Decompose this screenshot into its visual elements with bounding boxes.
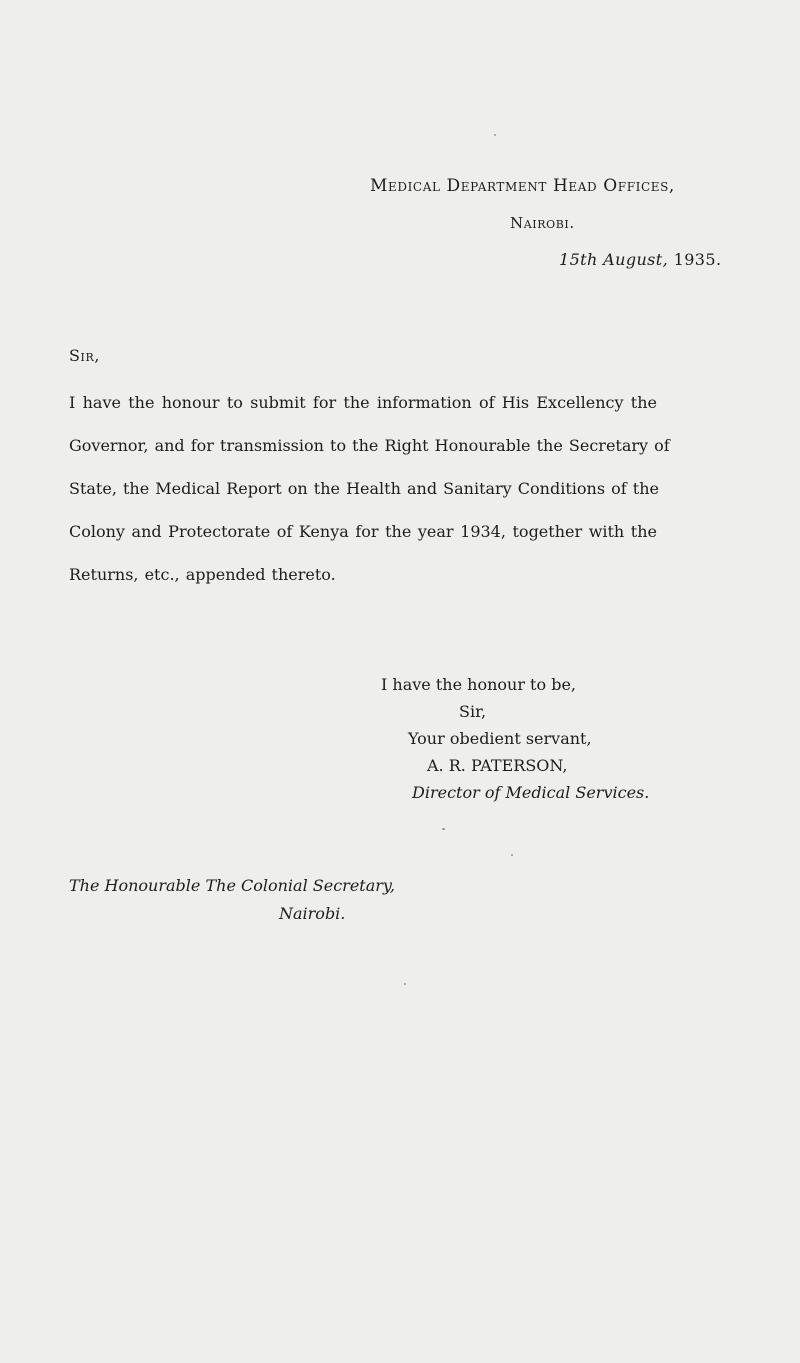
signature-name: A. R. PATERSON, <box>427 756 568 775</box>
paper-speck <box>404 983 406 985</box>
body-line: Returns, etc., appended thereto. <box>69 565 336 584</box>
paper-speck <box>511 854 513 856</box>
paper-speck <box>442 828 445 830</box>
salutation: Sir, <box>69 346 101 365</box>
letterhead-office: Medical Department Head Offices, <box>370 176 675 196</box>
letter-date-year: 1935. <box>673 250 722 269</box>
letterhead-city: Nairobi. <box>510 214 575 232</box>
body-line: State, the Medical Report on the Health and Sanitary Conditions of the <box>69 479 659 498</box>
paper-speck <box>494 134 496 136</box>
letter-date-day: 15th August, <box>559 250 669 269</box>
closing-block <box>381 671 649 806</box>
closing-line: I have the honour to be, <box>381 675 576 694</box>
body-line: I have the honour to submit for the information of His Excellency the <box>69 393 657 412</box>
letter-body <box>69 381 669 596</box>
addressee-name: The Honourable The Colonial Secretary, <box>69 876 395 895</box>
addressee-city: Nairobi. <box>279 904 346 923</box>
closing-servant: Your obedient servant, <box>408 729 592 748</box>
signature-title: Director of Medical Services. <box>412 783 650 802</box>
letter-date <box>559 250 721 269</box>
closing-sir: Sir, <box>459 702 487 721</box>
body-line: Colony and Protectorate of Kenya for the year 1934, together with the <box>69 522 657 541</box>
addressee-block <box>69 872 395 928</box>
body-line: Governor, and for transmission to the Right Honourable the Secretary of <box>69 436 670 455</box>
